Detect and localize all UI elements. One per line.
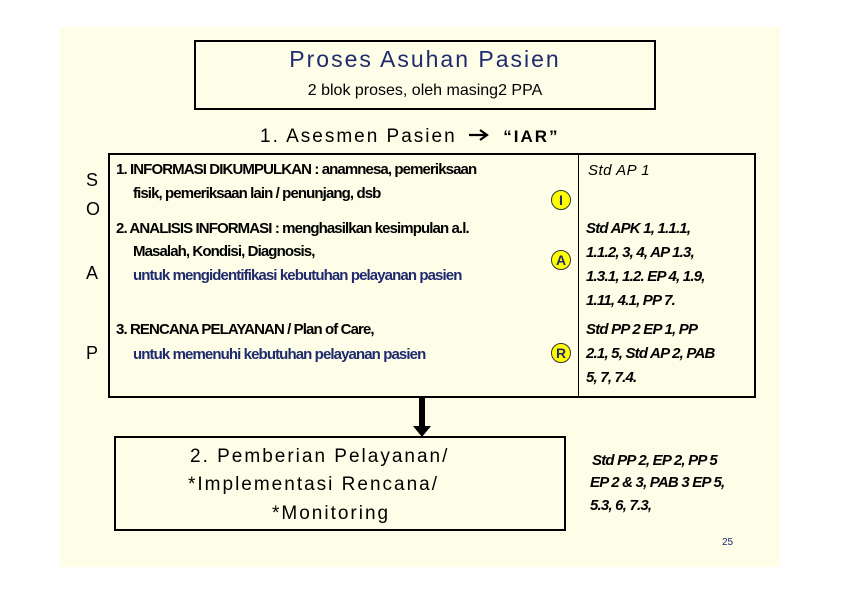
item2-line1: 2. ANALISIS INFORMASI : menghasilkan kesimpulan a.l. xyxy=(116,220,469,237)
std-3-line1: Std PP 2 EP 1, PP xyxy=(586,321,698,338)
std-section2-line3: 5.3, 6, 7.3, xyxy=(590,497,652,514)
badge-i: I xyxy=(551,190,571,210)
soap-letter-p: P xyxy=(86,343,99,363)
std-2-line2: 1.1.2, 3, 4, AP 1.3, xyxy=(586,244,694,261)
std-2-line3: 1.3.1, 1.2. EP 4, 1.9, xyxy=(586,268,705,285)
section2-line1: 2. Pemberian Pelayanan/ xyxy=(190,446,450,467)
section1-heading-suffix: “IAR” xyxy=(503,127,560,147)
std-3-line2: 2.1, 5, Std AP 2, PAB xyxy=(586,345,715,362)
badge-r: R xyxy=(551,343,571,363)
page-subtitle: 2 blok proses, oleh masing2 PPA xyxy=(307,82,543,99)
page-number: 25 xyxy=(722,537,734,548)
section1-heading xyxy=(260,126,560,148)
column-divider xyxy=(578,155,579,396)
item2-line3: untuk mengidentifikasi kebutuhan pelayanan pasien xyxy=(133,267,462,284)
soap-letter-o: O xyxy=(86,199,101,219)
section1-heading-text: 1. Asesmen Pasien xyxy=(260,126,457,148)
std-section2-line2: EP 2 & 3, PAB 3 EP 5, xyxy=(590,474,725,491)
title-box xyxy=(194,40,656,110)
arrow-right-icon xyxy=(468,126,492,148)
badge-a: A xyxy=(551,250,571,270)
item3-line2: untuk memenuhi kebutuhan pelayanan pasien xyxy=(133,346,426,363)
item3-line1: 3. RENCANA PELAYANAN / Plan of Care, xyxy=(116,321,374,338)
page-title: Proses Asuhan Pasien xyxy=(289,46,561,72)
std-section2-line1: Std PP 2, EP 2, PP 5 xyxy=(592,452,717,469)
section2-line2: *Implementasi Rencana/ xyxy=(188,474,439,495)
std-ap1: Std AP 1 xyxy=(588,162,651,179)
soap-letter-a: A xyxy=(86,263,99,283)
soap-letter-s: S xyxy=(86,170,99,190)
section2-line3: *Monitoring xyxy=(272,503,391,524)
std-2-line4: 1.11, 4.1, PP 7. xyxy=(586,292,675,309)
item1-line2: fisik, pemeriksaan lain / penunjang, dsb xyxy=(133,185,381,202)
std-2-line1: Std APK 1, 1.1.1, xyxy=(586,220,691,237)
item2-line2: Masalah, Kondisi, Diagnosis, xyxy=(133,243,315,260)
item1-line1: 1. INFORMASI DIKUMPULKAN : anamnesa, pemeriksaan xyxy=(116,161,477,178)
std-3-line3: 5, 7, 7.4. xyxy=(586,369,637,386)
